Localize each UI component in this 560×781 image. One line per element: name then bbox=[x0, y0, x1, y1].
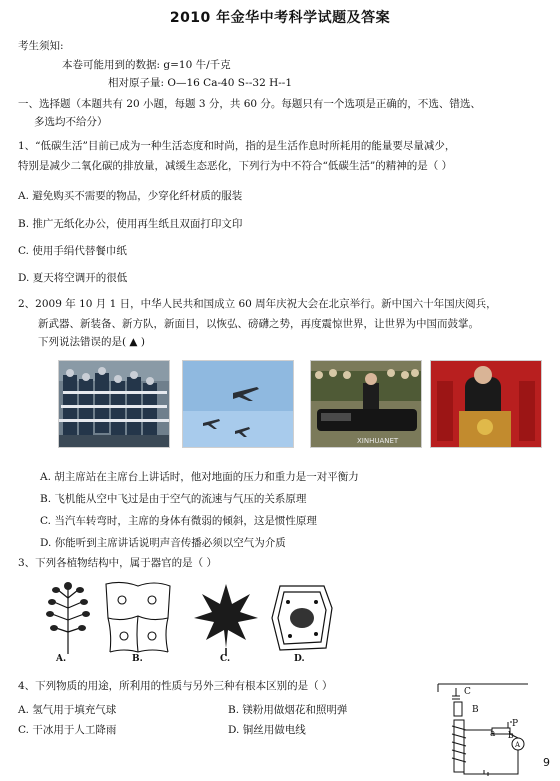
plant-cell-sketch bbox=[266, 578, 338, 656]
notice-data-line: 本卷可能用到的数据: g=10 牛/千克 bbox=[62, 59, 231, 71]
q2-option-d: D. 你能听到主席讲话说明声音传播必须以空气为介质 bbox=[40, 537, 286, 549]
q4-option-d: D. 铜丝用做电线 bbox=[228, 724, 306, 736]
q2-stem-line3: 下列说法错误的是( ▲ ) bbox=[38, 336, 145, 348]
q2-option-c: C. 当汽车转弯时，主席的身体有微弱的倾斜，这是惯性原理 bbox=[40, 515, 317, 527]
q3-stem: 3、下列各植物结构中，属于器官的是（ ） bbox=[18, 557, 218, 569]
q1-option-a: A. 避免购买不需要的物品，少穿化纤材质的服装 bbox=[18, 190, 243, 202]
q3-label-a: A. bbox=[56, 654, 67, 664]
q4-option-c: C. 干冰用于人工降雨 bbox=[18, 724, 117, 736]
plant-cell-tissue-sketch bbox=[102, 578, 176, 656]
circuit-label-c: C bbox=[464, 687, 471, 697]
page-title: 2010 年金华中考科学试题及答案 bbox=[169, 10, 391, 26]
notice-heading: 考生须知: bbox=[18, 40, 64, 52]
photo-marching-soldiers bbox=[58, 360, 170, 448]
q4-option-b: B. 镁粉用做烟花和照明弹 bbox=[228, 704, 348, 716]
circuit-label-a: a bbox=[490, 729, 496, 739]
q1-stem-line1: 1、“低碳生活”目前已成为一种生活态度和时尚，指的是生活作息时所耗用的能量要尽量减少， bbox=[18, 140, 456, 152]
circuit-label-p: P bbox=[512, 719, 519, 729]
plant-whole-sketch bbox=[32, 578, 104, 656]
q2-stem-line2: 新武器、新装备、新方队，新面目，以恢弘、磅礴之势，再度震惊世界，让世界为中国而鼓掌。 bbox=[38, 318, 479, 330]
plant-leaf-sketch bbox=[190, 578, 262, 656]
q1-stem-line2: 特别是减少二氧化碳的排放量，减缓生态恶化，下列行为中不符合“低碳生活”的精神的是（ ） bbox=[18, 160, 453, 172]
q4-option-a: A. 氢气用于填充气球 bbox=[18, 704, 117, 716]
photo-speech-podium bbox=[430, 360, 542, 448]
page-number: 9 bbox=[543, 756, 550, 769]
q1-option-c: C. 使用手绢代替餐巾纸 bbox=[18, 245, 127, 257]
q3-label-c: C. bbox=[220, 654, 231, 664]
watermark-text: XINHUANET bbox=[357, 437, 399, 445]
q2-stem-line1: 2、2009 年 10 月 1 日，中华人民共和国成立 60 周年庆祝大会在北京举行。新中国六十年国庆阅兵， bbox=[18, 298, 497, 310]
circuit-label-b: B bbox=[472, 705, 479, 715]
q3-label-d: D. bbox=[294, 654, 305, 664]
q2-option-a: A. 胡主席站在主席台上讲话时，他对地面的压力和重力是一对平衡力 bbox=[40, 471, 359, 483]
circuit-label-b-small: b bbox=[508, 731, 514, 741]
q1-option-b: B. 推广无纸化办公，使用再生纸且双面打印文印 bbox=[18, 218, 243, 230]
q3-label-b: B. bbox=[132, 654, 143, 664]
q4-stem: 4、下列物质的用途，所利用的性质与另外三种有根本区别的是（ ） bbox=[18, 680, 333, 692]
electromagnet-circuit-diagram bbox=[428, 682, 538, 778]
section-heading-line1: 一、选择题（本题共有 20 小题，每题 3 分，共 60 分。每题只有一个选项是正确的，不选、错选、 bbox=[18, 98, 481, 110]
q2-option-b: B. 飞机能从空中飞过是由于空气的流速与气压的关系原理 bbox=[40, 493, 307, 505]
circuit-label-ammeter: A bbox=[515, 741, 521, 749]
section-heading-line2: 多选均不给分） bbox=[34, 116, 108, 128]
notice-atomic-mass-line: 相对原子量: O—16 Ca-40 S--32 H--1 bbox=[108, 77, 293, 89]
photo-inspection-car bbox=[310, 360, 422, 448]
photo-aircraft-flyover bbox=[182, 360, 294, 448]
q1-option-d: D. 夏天将空调开的很低 bbox=[18, 272, 128, 284]
